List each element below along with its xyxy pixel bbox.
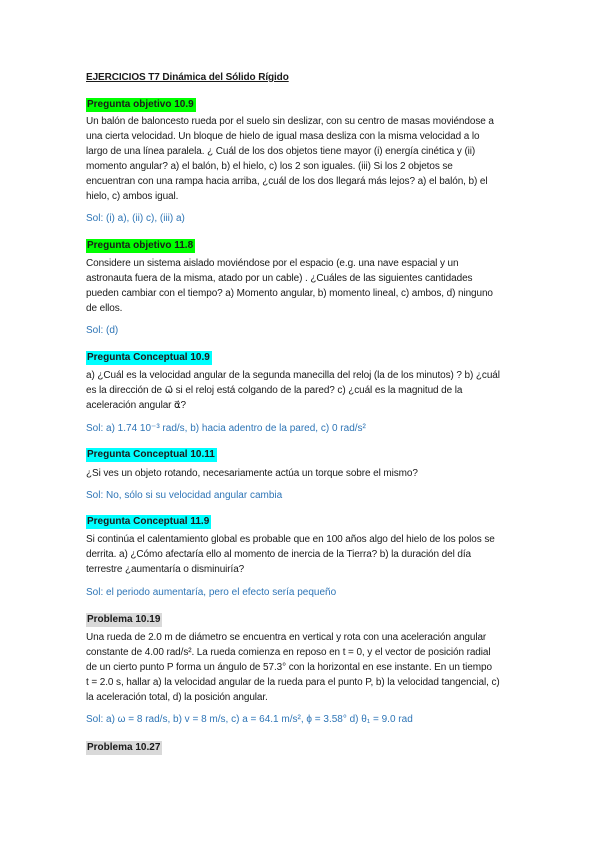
body-line: constante de 4.00 rad/s². La rueda comienza en reposo en t = 0, y el vector de posición radial [86, 647, 491, 658]
body-line: Considere un sistema aislado moviéndose por el espacio (e.g. una nave espacial y un [86, 258, 459, 269]
heading-highlight: Problema 10.27 [87, 742, 161, 753]
body-line: la aceleración total, d) la posición angular. [86, 692, 268, 703]
section-heading [86, 235, 526, 253]
body-line: encuentran con una rampa hacia arriba, ¿cuál de los dos llegará más lejos? a) el balón, b) el [86, 176, 488, 187]
body-line: a) ¿Cuál es la velocidad angular de la segunda manecilla del reloj (la de los minutos) ? b) ¿cuál [86, 370, 500, 381]
section-heading [86, 347, 526, 365]
heading-highlight: Pregunta objetivo 10.9 [87, 99, 194, 110]
body-line: Una rueda de 2.0 m de diámetro se encuentra en vertical y rota con una aceleración angular [86, 632, 487, 643]
body-line: ¿Si ves un objeto rotando, necesariamente actúa un torque sobre el mismo? [86, 468, 418, 479]
body-line: aceleración angular α⃗? [86, 400, 187, 411]
body-line: momento angular? a) el balón, b) el hielo, c) los 2 son iguales. (iii) Si los 2 objetos se [86, 161, 453, 172]
section-body [86, 368, 526, 413]
solution-text: Sol: No, sólo si su velocidad angular cambia [86, 490, 283, 501]
body-line: de un cierto punto P forma un ángulo de 57.3° con la horizontal en ese instante. En un tiempo [86, 662, 492, 673]
body-line: terrestre ¿aumentaría o disminuiría? [86, 564, 245, 575]
body-line: largo de una línea paralela. ¿ Cuál de los dos objetos tiene mayor (i) energía cinética y (ii) [86, 146, 476, 157]
body-line: astronauta fuera de la misma, atado por un cable) . ¿Cuáles de las siguientes cantidades [86, 273, 473, 284]
body-line: derrita. a) ¿Cómo afectaría ello al momento de inercia de la Tierra? b) la duración del día [86, 549, 471, 560]
section-body [86, 114, 526, 204]
body-line: es la dirección de ω⃗ si el reloj está colgando de la pared? c) ¿cuál es la magnitud de la [86, 385, 463, 396]
document-title: EJERCICIOS T7 Dinámica del Sólido Rígido [86, 72, 289, 83]
section-heading [86, 511, 526, 529]
heading-highlight: Pregunta Conceptual 11.9 [87, 516, 210, 527]
solution-text: Sol: el periodo aumentaría, pero el efecto sería pequeño [86, 587, 337, 598]
body-line: hielo, c) ambos igual. [86, 191, 179, 202]
section-body [86, 532, 526, 577]
heading-highlight: Pregunta objetivo 11.8 [87, 240, 194, 251]
body-line: de ellos. [86, 303, 123, 314]
solution-text: Sol: a) 1.74 10⁻³ rad/s, b) hacia adentro de la pared, c) 0 rad/s² [86, 423, 366, 434]
section-heading [86, 94, 526, 112]
body-line: pueden cambiar con el tiempo? a) Momento angular, b) momento lineal, c) ambos, d) ninguno [86, 288, 493, 299]
solution-text: Sol: (i) a), (ii) c), (iii) a) [86, 213, 185, 224]
heading-highlight: Pregunta Conceptual 10.9 [87, 352, 210, 363]
body-line: t = 2.0 s, hallar a) la velocidad angular de la rueda para el punto P, b) la velocidad tangencial, c) [86, 677, 500, 688]
solution-text: Sol: a) ω = 8 rad/s, b) v = 8 m/s, c) a = 64.1 m/s², ϕ = 3.58° d) θ₁ = 9.0 rad [86, 714, 413, 725]
section-heading [86, 737, 526, 755]
section-body [86, 256, 526, 316]
heading-highlight: Problema 10.19 [87, 614, 161, 625]
body-line: Si continúa el calentamiento global es probable que en 100 años algo del hielo de los polos se [86, 534, 495, 545]
section-heading [86, 444, 526, 462]
section-body [86, 630, 526, 705]
solution-text: Sol: (d) [86, 325, 119, 336]
heading-highlight: Pregunta Conceptual 10.11 [87, 449, 215, 460]
body-line: una cierta velocidad. Un bloque de hielo de igual masa desliza con la misma velocidad a lo [86, 131, 480, 142]
section-heading [86, 609, 526, 627]
body-line: Un balón de baloncesto rueda por el suelo sin deslizar, con su centro de masas moviéndose a [86, 116, 494, 127]
section-body [86, 466, 526, 481]
